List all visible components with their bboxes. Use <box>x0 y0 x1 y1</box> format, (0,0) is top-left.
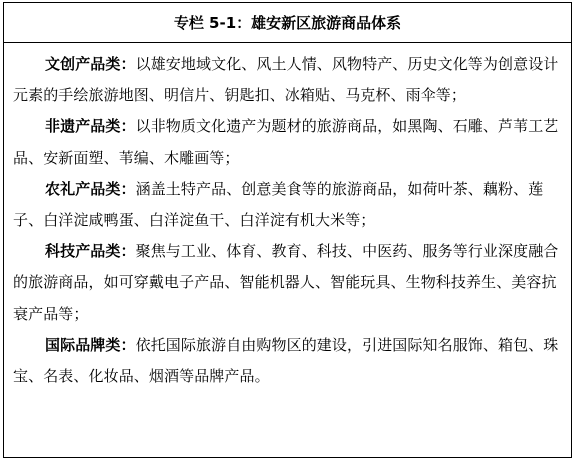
section-term: 科技产品类： <box>45 242 136 261</box>
section-guoji <box>13 330 561 392</box>
section-text: 以非物质文化遗产为题材的旅游商品，如黑陶、石雕、芦苇工艺品、安新面塑、苇编、木雕画等； <box>13 117 559 167</box>
section-term: 非遗产品类： <box>45 117 136 136</box>
section-keji <box>13 236 561 330</box>
section-term: 文创产品类： <box>45 55 136 73</box>
section-wenchuang <box>13 49 561 111</box>
section-term: 农礼产品类： <box>45 179 136 198</box>
section-nongli <box>13 174 561 236</box>
section-term: 国际品牌类： <box>45 335 136 354</box>
feature-box <box>3 2 572 458</box>
section-text: 涵盖土特产品、创意美食等的旅游商品，如荷叶茶、藕粉、莲子、白洋淀咸鸭蛋、白洋淀鱼干、白洋淀有机大米等； <box>13 179 544 230</box>
box-title: 专栏 5-1：雄安新区旅游商品体系 <box>4 3 571 43</box>
section-feiyi <box>13 111 561 173</box>
section-text: 聚焦与工业、体育、教育、科技、中医药、服务等行业深度融合的旅游商品，如可穿戴电子产品、智能机器人、智能玩具、生物科技养生、美容抗衰产品等； <box>13 242 559 323</box>
section-text: 以雄安地域文化、风土人情、风物特产、历史文化等为创意设计元素的手绘旅游地图、明信片、钥匙扣、冰箱贴、马克杯、雨伞等； <box>13 55 559 105</box>
section-text: 依托国际旅游自由购物区的建设，引进国际知名服饰、箱包、珠宝、名表、化妆品、烟酒等品牌产品。 <box>13 335 559 386</box>
box-content <box>4 43 571 392</box>
